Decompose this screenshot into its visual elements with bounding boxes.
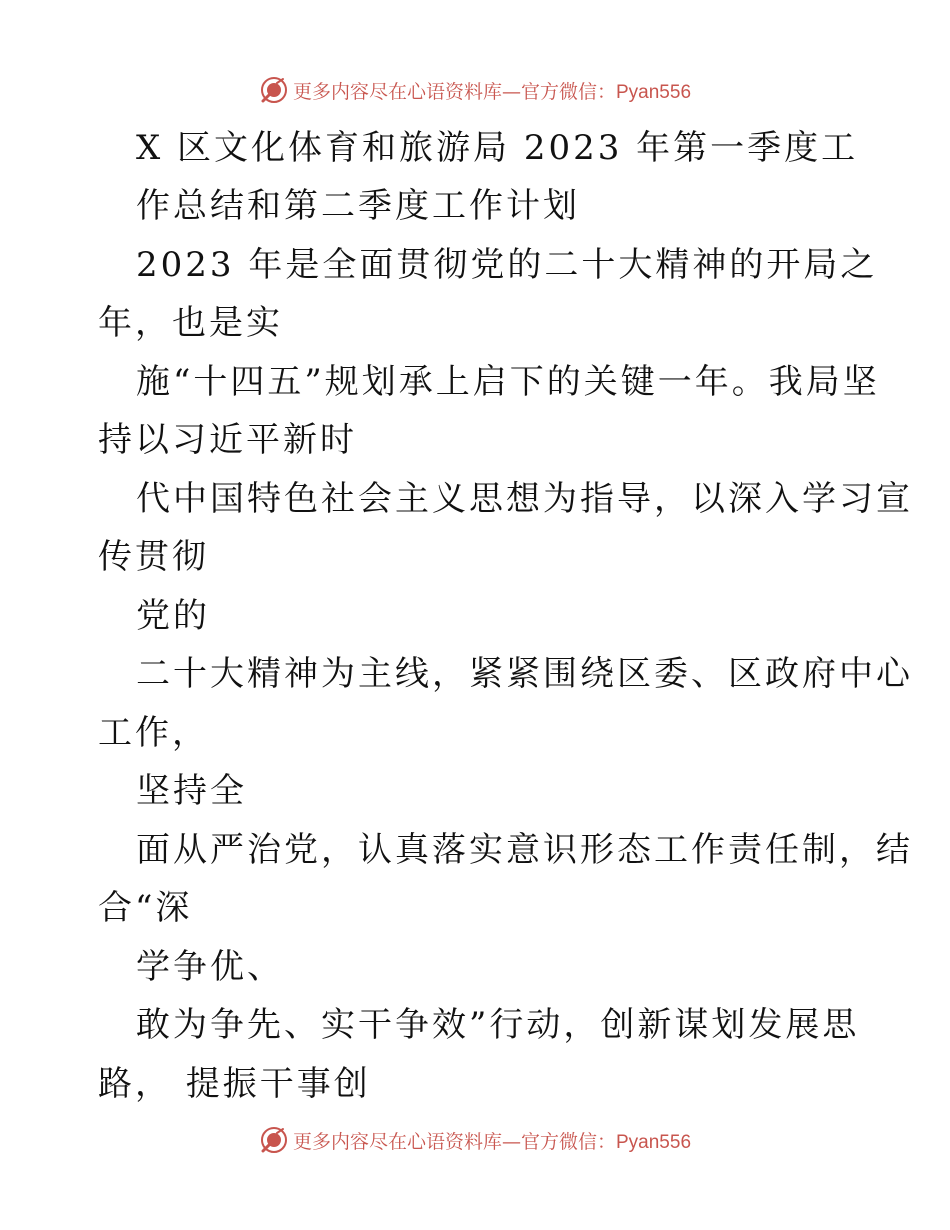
header-banner-text: 更多内容尽在心语资料库—官方微信：Pyan556 <box>292 80 692 103</box>
footer-banner-text: 更多内容尽在心语资料库—官方微信：Pyan556 <box>292 1130 692 1153</box>
body-line: 工作， <box>98 713 209 753</box>
body-line: 持以习近平新时 <box>98 420 357 460</box>
pen-logo-icon <box>259 1125 289 1155</box>
header-wechat-id: Pyan556 <box>616 81 692 103</box>
body-line: 传贯彻 <box>98 537 209 577</box>
document-title-line-1: X 区文化体育和旅游局 2023 年第一季度工 <box>136 128 859 168</box>
body-line: 2023 年是全面贯彻党的二十大精神的开局之 <box>136 245 878 285</box>
body-line: 合“深 <box>98 888 193 928</box>
body-line: 代中国特色社会主义思想为指导，以深入学习宣 <box>136 479 913 519</box>
body-line: 施“十四五”规划承上启下的关键一年。我局坚 <box>136 362 880 402</box>
footer-wechat-id: Pyan556 <box>616 1131 692 1153</box>
body-line: 面从严治党，认真落实意识形态工作责任制，结 <box>136 830 913 870</box>
body-line: 党的 <box>136 596 210 636</box>
body-line: 路， 提振干事创 <box>98 1064 371 1104</box>
document-title-line-2: 作总结和第二季度工作计划 <box>136 186 580 226</box>
body-line: 学争优、 <box>136 947 284 987</box>
body-line: 坚持全 <box>136 771 247 811</box>
body-line: 敢为争先、实干争效”行动，创新谋划发展思 <box>136 1005 860 1045</box>
body-line: 二十大精神为主线，紧紧围绕区委、区政府中心 <box>136 654 913 694</box>
body-line: 年，也是实 <box>98 303 283 343</box>
footer-watermark-banner <box>0 1120 950 1160</box>
